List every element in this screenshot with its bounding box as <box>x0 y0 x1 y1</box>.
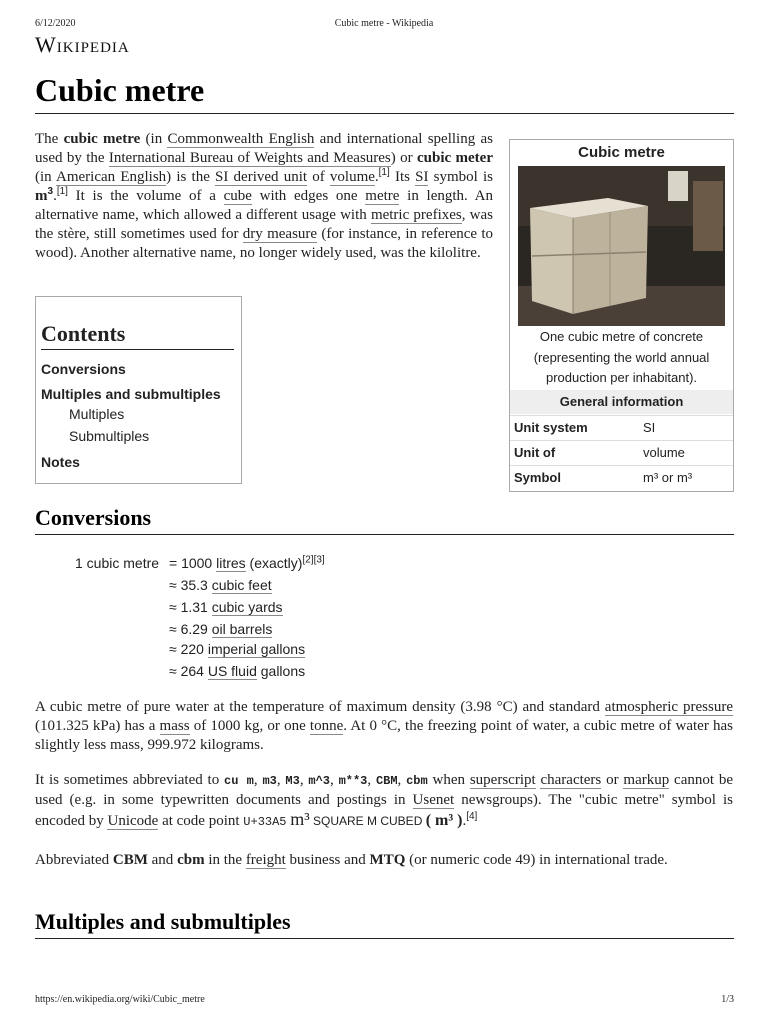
infobox-row-unit-of: Unit of volume <box>510 440 733 465</box>
link-superscript[interactable]: superscript <box>469 772 536 788</box>
table-of-contents <box>35 296 242 484</box>
ref-1b[interactable]: [1] <box>56 186 68 197</box>
footer-url: https://en.wikipedia.org/wiki/Cubic_metre <box>35 994 205 1005</box>
infobox <box>509 139 734 492</box>
toc-item-multiples[interactable]: Multiples <box>69 406 125 422</box>
infobox-section-header: General information <box>510 390 733 414</box>
conversion-lhs: 1 cubic metre <box>75 555 160 571</box>
link-si[interactable]: SI <box>415 169 429 185</box>
toc-item-multiples-and-submultiples[interactable]: Multiples and submultiples <box>41 386 221 402</box>
paragraph-abbreviations: It is sometimes abbreviated to cu m, m3, M3, m^3, m**3, CBM, cbm when superscript characters or markup cannot be used (e.g. in some typewritten documents and postings in Usenet newsgroups). The "cubic metre" symbol is encoded by Unicode at code point U+33A5 m³ SQUARE M CUBED ( m³ ).[4] <box>35 772 733 829</box>
page-title: Cubic metre <box>35 72 205 108</box>
link-litres[interactable]: litres <box>216 555 246 571</box>
ref-2-3[interactable]: [2][3] <box>302 554 325 566</box>
link-imperial-gallons[interactable]: imperial gallons <box>207 641 306 657</box>
link-oil-barrels[interactable]: oil barrels <box>211 621 273 637</box>
toc-item-submultiples[interactable]: Submultiples <box>69 428 150 444</box>
link-volume[interactable]: volume <box>329 169 375 185</box>
ref-4[interactable]: [4] <box>466 811 478 822</box>
section-heading-conversions: Conversions <box>35 505 152 530</box>
conversion-row: ≈ 264 US fluid gallons <box>169 663 306 679</box>
link-cubic-feet[interactable]: cubic feet <box>211 577 272 593</box>
link-cube[interactable]: cube <box>223 188 252 204</box>
link-characters[interactable]: characters <box>540 772 602 788</box>
link-markup[interactable]: markup <box>623 772 670 788</box>
print-date: 6/12/2020 <box>35 18 76 29</box>
infobox-row-symbol: Symbol m³ or m³ <box>510 465 733 490</box>
link-usenet[interactable]: Usenet <box>412 792 455 808</box>
print-title: Cubic metre - Wikipedia <box>334 18 434 29</box>
conversion-row: = 1000 litres (exactly)[2][3] <box>169 554 325 571</box>
footer-page-number: 1/3 <box>721 994 734 1005</box>
toc-item-conversions[interactable]: Conversions <box>41 361 126 377</box>
title-rule <box>35 113 734 114</box>
link-tonne[interactable]: tonne <box>309 718 344 734</box>
lead-paragraph: The cubic metre (in Commonwealth English and international spelling as used by the International Bureau of Weights and Measures) or cubic meter (in American English) is the SI derived unit of volume.[1] Its SI symbol is $m^3.[1]$ It is the volume of a cube with edges one metre in length. An alternative name, which allowed a different usage with metric prefixes, was the stère, still sometimes used for dry measure (for instance, in reference to wood). Another alternative name, no longer widely used, was the kilolitre. <box>35 131 494 261</box>
link-dry-measure[interactable]: dry measure <box>242 226 318 242</box>
concrete-cube-image[interactable] <box>518 166 725 326</box>
conversion-row: ≈ 1.31 cubic yards <box>169 599 283 615</box>
link-cubic-yards[interactable]: cubic yards <box>211 599 283 615</box>
toc-item-notes[interactable]: Notes <box>41 454 80 470</box>
conversion-row: ≈ 35.3 cubic feet <box>169 577 272 593</box>
link-mass[interactable]: mass <box>159 718 190 734</box>
paragraph-cbm: Abbreviated CBM and cbm in the freight business and MTQ (or numeric code 49) in international trade. <box>35 852 668 868</box>
link-atmospheric-pressure[interactable]: atmospheric pressure <box>604 699 733 715</box>
link-unicode[interactable]: Unicode <box>107 813 159 829</box>
link-freight[interactable]: freight <box>245 852 286 868</box>
section-heading-multiples: Multiples and submultiples <box>35 909 291 934</box>
link-bipm[interactable]: International Bureau of Weights and Measures <box>108 150 391 166</box>
link-us-fluid[interactable]: US fluid <box>207 663 257 679</box>
link-commonwealth-english[interactable]: Commonwealth English <box>167 131 315 147</box>
conversion-row: ≈ 6.29 oil barrels <box>169 621 273 637</box>
link-si-derived-unit[interactable]: SI derived unit <box>215 169 308 185</box>
wikipedia-wordmark: Wikipedia <box>35 32 130 57</box>
conversion-row: ≈ 220 imperial gallons <box>169 641 306 657</box>
ref-1[interactable]: [1] <box>378 167 390 178</box>
infobox-row-unit-system: Unit system SI <box>510 415 733 440</box>
infobox-caption: One cubic metre of concrete (representing the world annual production per inhabitant). <box>533 329 710 385</box>
link-american-english[interactable]: American English <box>56 169 167 185</box>
link-metric-prefixes[interactable]: metric prefixes <box>370 207 462 223</box>
paragraph-water-mass: A cubic metre of pure water at the temperature of maximum density (3.98 °C) and standard atmospheric pressure (101.325 kPa) has a mass of 1000 kg, or one tonne. At 0 °C, the freezing point of water, a cubic metre of water has slightly less mass, 999.972 kilograms. <box>35 699 733 753</box>
infobox-link-volume[interactable]: volume <box>643 445 685 460</box>
link-metre[interactable]: metre <box>365 188 400 204</box>
toc-heading: Contents <box>41 321 234 350</box>
infobox-title: Cubic metre <box>578 144 665 161</box>
multiples-rule <box>35 938 734 939</box>
conversions-rule <box>35 534 734 535</box>
